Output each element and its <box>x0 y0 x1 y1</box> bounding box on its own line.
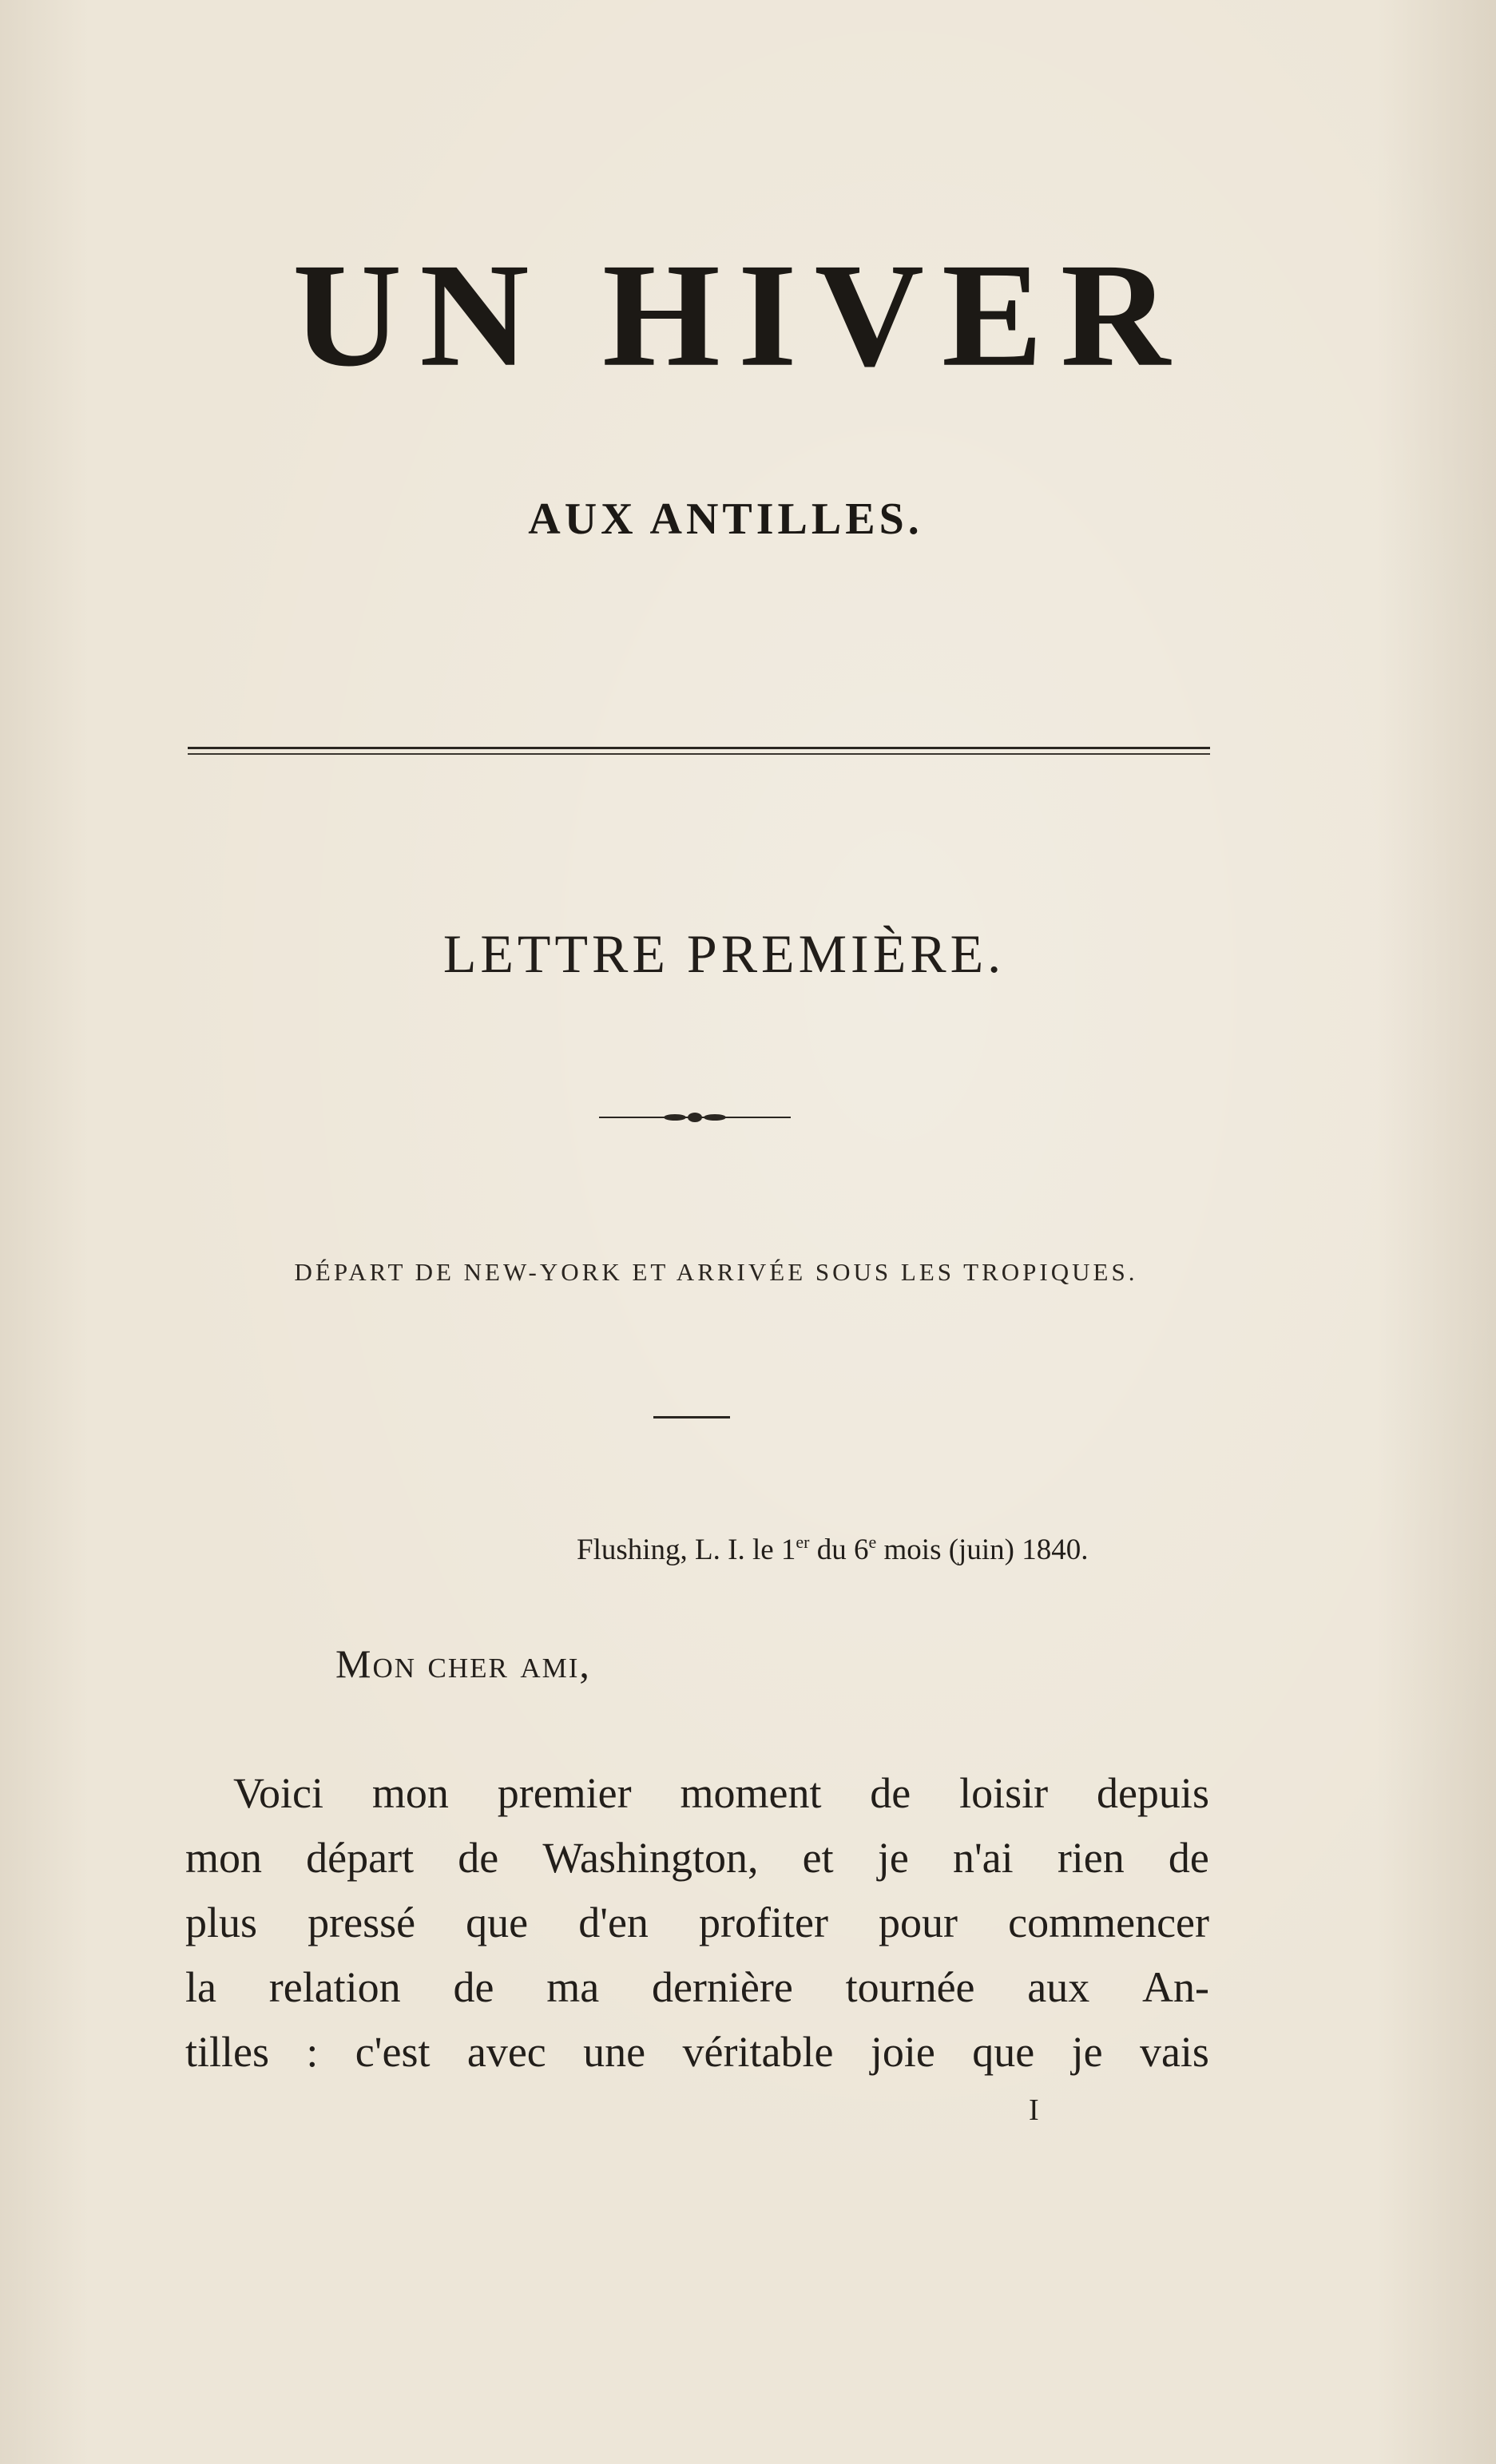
body-word: que <box>466 1899 529 1946</box>
body-word: : <box>306 2028 319 2076</box>
salutation: Mon cher ami, <box>335 1641 591 1686</box>
body-word: avec <box>466 2028 546 2076</box>
body-word: mon <box>185 1834 263 1882</box>
body-word: de <box>453 1963 494 2011</box>
body-word: dernière <box>651 1963 793 2011</box>
body-word: vais <box>1139 2028 1209 2076</box>
body-word: départ <box>306 1834 415 1882</box>
body-word: aux <box>1027 1963 1090 2011</box>
body-line <box>185 1955 1209 2020</box>
body-word: commencer <box>1008 1899 1209 1946</box>
body-text <box>185 1761 1209 2085</box>
body-word: de <box>458 1834 499 1882</box>
dateline: Flushing, L. I. le 1er du 6e mois (juin) 1840. <box>577 1532 1089 1566</box>
body-word: loisir <box>959 1769 1049 1817</box>
letter-heading: LETTRE PREMIÈRE. <box>442 923 1006 984</box>
body-word: An- <box>1142 1963 1209 2011</box>
body-word: n'ai <box>952 1834 1014 1882</box>
body-word: d'en <box>578 1899 649 1946</box>
body-line <box>185 1826 1209 1891</box>
body-word: Voici <box>233 1769 324 1817</box>
body-word: pressé <box>308 1899 416 1946</box>
body-line <box>185 1891 1209 1955</box>
body-word: pour <box>879 1899 958 1946</box>
body-word: la <box>185 1963 216 2011</box>
body-word: rien <box>1057 1834 1125 1882</box>
body-word: je <box>877 1834 909 1882</box>
body-word: et <box>802 1834 834 1882</box>
subtitle: AUX ANTILLES. <box>528 494 923 544</box>
body-word: une <box>583 2028 646 2076</box>
page-number: I <box>1029 2093 1039 2127</box>
body-word: que <box>972 2028 1035 2076</box>
body-word: relation <box>268 1963 401 2011</box>
body-word: joie <box>870 2028 935 2076</box>
body-word: premier <box>497 1769 632 1817</box>
body-line <box>185 1761 1209 1826</box>
ornament-divider-icon <box>599 1108 791 1127</box>
short-rule-divider <box>653 1416 730 1418</box>
body-word: mon <box>371 1769 449 1817</box>
body-word: depuis <box>1096 1769 1209 1817</box>
body-word: tilles <box>185 2028 269 2076</box>
chapter-summary: DÉPART DE NEW-YORK ET ARRIVÉE SOUS LES TROPIQUES. <box>294 1258 1138 1286</box>
body-line <box>185 2020 1209 2085</box>
body-word: Washington, <box>542 1834 759 1882</box>
body-word: moment <box>680 1769 822 1817</box>
body-word: c'est <box>355 2028 431 2076</box>
body-word: tournée <box>845 1963 975 2011</box>
body-word: profiter <box>699 1899 828 1946</box>
body-word: véritable <box>682 2028 834 2076</box>
body-word: je <box>1071 2028 1103 2076</box>
body-word: de <box>1168 1834 1209 1882</box>
body-word: de <box>870 1769 911 1817</box>
main-title: UN HIVER <box>292 233 1188 398</box>
double-rule-divider <box>188 747 1210 755</box>
body-word: plus <box>185 1899 258 1946</box>
body-word: ma <box>546 1963 600 2011</box>
